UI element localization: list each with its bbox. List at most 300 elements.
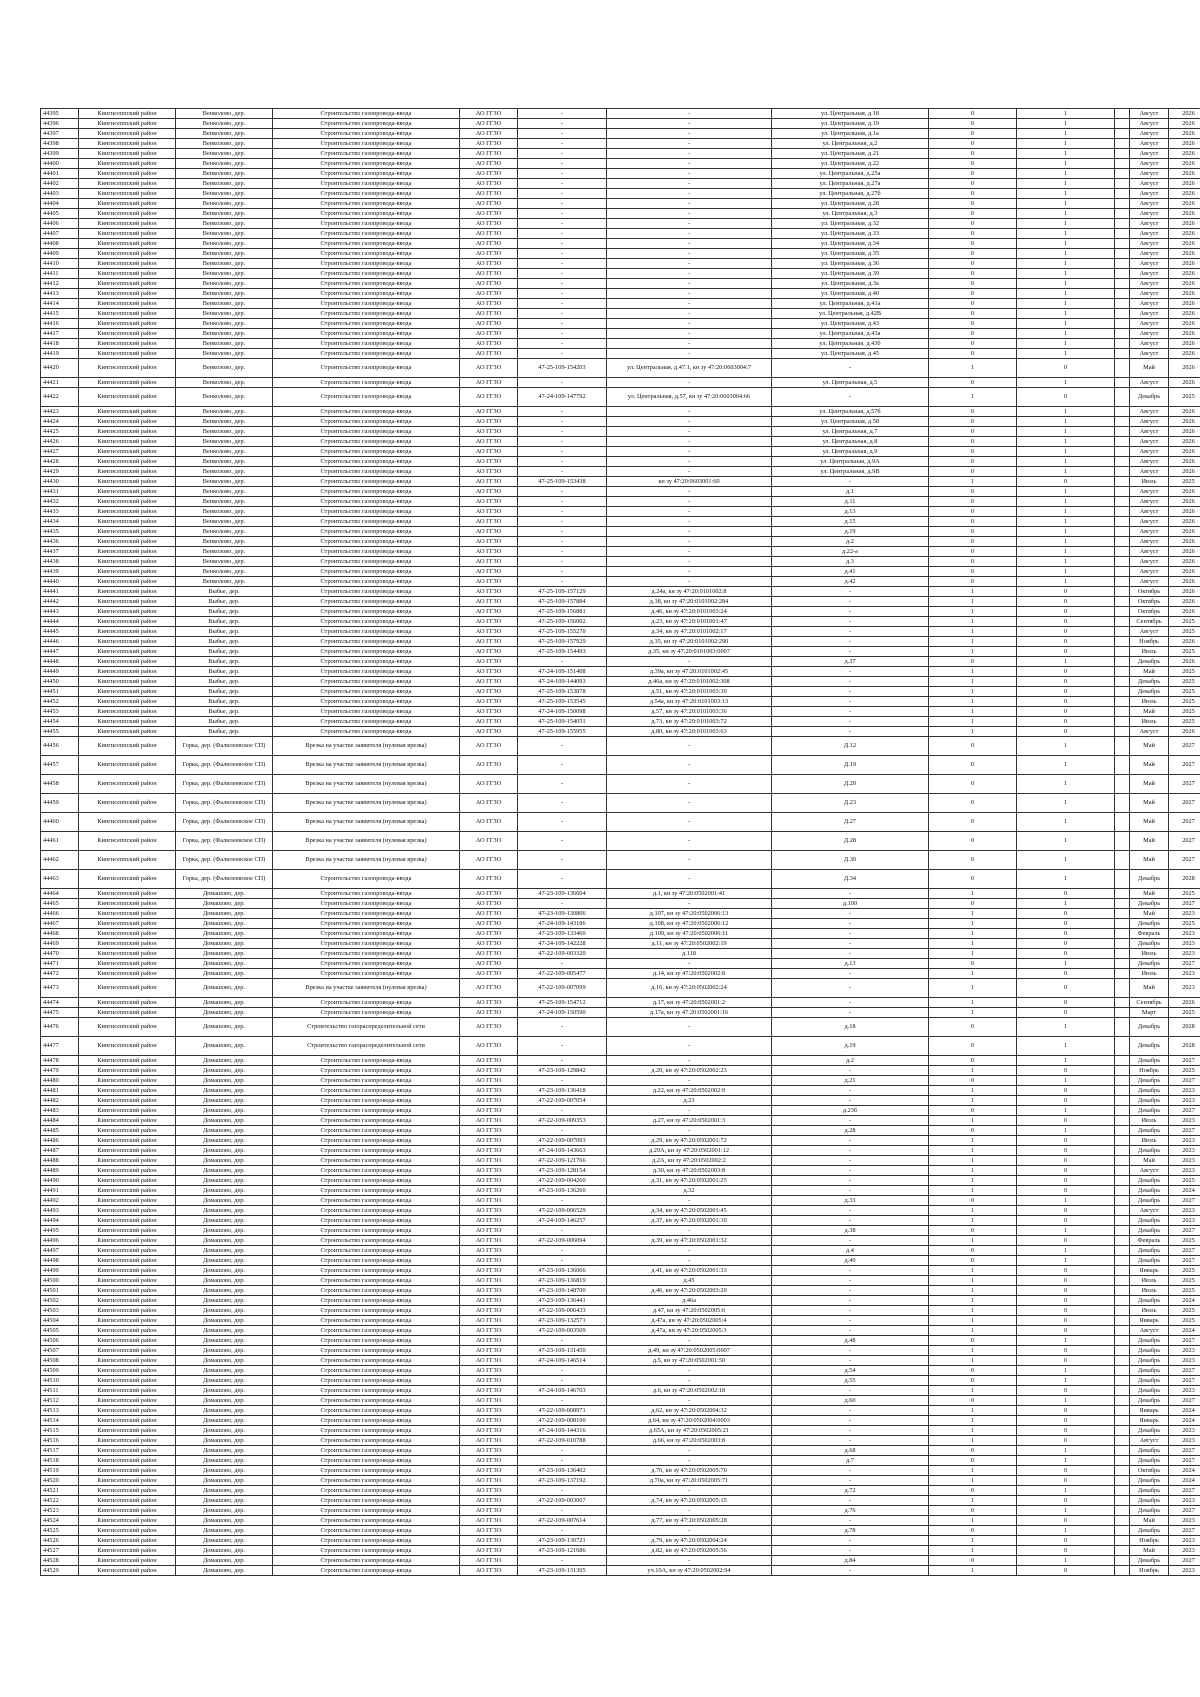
address-cell: ул. Центральная, д.1а (772, 129, 929, 139)
organization-cell: АО ГГЗО (460, 1566, 518, 1576)
address-cell: д.18 (772, 1018, 929, 1037)
district-cell: Кингисеппский район (79, 1136, 176, 1146)
count-without-contract-cell: 0 (1017, 909, 1115, 919)
table-row (41, 1176, 1200, 1186)
cadastral-address-cell: - (607, 329, 772, 339)
count-with-contract-cell: 1 (929, 597, 1017, 607)
row-number-cell: 44427 (41, 447, 79, 457)
organization-cell: АО ГГЗО (460, 1106, 518, 1116)
address-cell: - (772, 717, 929, 727)
work-type-cell: Строительство газопровода-ввода (273, 949, 460, 959)
settlement-cell: Выбье, дер. (176, 707, 273, 717)
work-type-cell: Строительство газопровода-ввода (273, 1456, 460, 1466)
application-number-cell: 47-22-109-007614 (518, 1516, 607, 1526)
application-number-cell: - (518, 309, 607, 319)
district-cell: Кингисеппский район (79, 1146, 176, 1156)
table-row (41, 1506, 1200, 1516)
month-cell: Июль (1130, 647, 1169, 657)
count-with-contract-cell: 0 (929, 1446, 1017, 1456)
organization-cell: АО ГГЗО (460, 939, 518, 949)
count-without-contract-cell: 1 (1017, 417, 1115, 427)
count-with-contract-cell: 1 (929, 388, 1017, 407)
count-with-contract-cell: 1 (929, 1306, 1017, 1316)
work-type-cell: Строительство газопровода-ввода (273, 677, 460, 687)
month-cell: Август (1130, 447, 1169, 457)
organization-cell: АО ГГЗО (460, 909, 518, 919)
organization-cell: АО ГГЗО (460, 1396, 518, 1406)
application-number-cell: 47-25-109-153545 (518, 697, 607, 707)
cadastral-address-cell: д.46, кн зу 47:20:0502003:20 (607, 1286, 772, 1296)
work-type-cell: Врезка на участке заявителя (нулевая врезка) (273, 851, 460, 870)
address-cell: - (772, 1316, 929, 1326)
organization-cell: АО ГГЗО (460, 1436, 518, 1446)
row-number-cell: 44513 (41, 1406, 79, 1416)
cadastral-address-cell: - (607, 407, 772, 417)
application-number-cell: - (518, 169, 607, 179)
district-cell: Кингисеппский район (79, 717, 176, 727)
district-cell: Кингисеппский район (79, 1366, 176, 1376)
cadastral-address-cell: - (607, 851, 772, 870)
count-with-contract-cell: 0 (929, 319, 1017, 329)
organization-cell: АО ГГЗО (460, 109, 518, 119)
count-without-contract-cell: 0 (1017, 979, 1115, 998)
address-cell: - (772, 1296, 929, 1306)
row-number-cell: 44511 (41, 1386, 79, 1396)
work-type-cell: Строительство газопровода-ввода (273, 1256, 460, 1266)
table-row (41, 1396, 1200, 1406)
month-cell: Август (1130, 299, 1169, 309)
settlement-cell: Горка, дер. (Фалилеевское СП) (176, 775, 273, 794)
organization-cell: АО ГГЗО (460, 149, 518, 159)
address-cell: ул. Центральная, д.22 (772, 159, 929, 169)
work-type-cell: Строительство газопровода-ввода (273, 627, 460, 637)
address-cell: - (772, 1476, 929, 1486)
work-type-cell: Строительство газопровода-ввода (273, 587, 460, 597)
cadastral-address-cell: - (607, 169, 772, 179)
spacer-cell (1115, 1266, 1130, 1276)
count-with-contract-cell: 1 (929, 1176, 1017, 1186)
organization-cell: АО ГГЗО (460, 998, 518, 1008)
table-row (41, 249, 1200, 259)
settlement-cell: Венколово, дер. (176, 289, 273, 299)
settlement-cell: Венколово, дер. (176, 467, 273, 477)
address-cell: д.72 (772, 1486, 929, 1496)
count-without-contract-cell: 1 (1017, 507, 1115, 517)
count-with-contract-cell: 0 (929, 309, 1017, 319)
year-cell: 2025 (1169, 1266, 1200, 1276)
count-without-contract-cell: 1 (1017, 657, 1115, 667)
organization-cell: АО ГГЗО (460, 1008, 518, 1018)
cadastral-address-cell: - (607, 1256, 772, 1266)
organization-cell: АО ГГЗО (460, 697, 518, 707)
row-number-cell: 44447 (41, 647, 79, 657)
table-row (41, 899, 1200, 909)
settlement-cell: Домашово, дер. (176, 1126, 273, 1136)
settlement-cell: Домашово, дер. (176, 1506, 273, 1516)
work-type-cell: Строительство газопровода-ввода (273, 929, 460, 939)
count-without-contract-cell: 1 (1017, 457, 1115, 467)
organization-cell: АО ГГЗО (460, 617, 518, 627)
organization-cell: АО ГГЗО (460, 219, 518, 229)
table-row (41, 1146, 1200, 1156)
row-number-cell: 44431 (41, 487, 79, 497)
month-cell: Август (1130, 139, 1169, 149)
settlement-cell: Домашово, дер. (176, 1346, 273, 1356)
count-without-contract-cell: 1 (1017, 229, 1115, 239)
count-with-contract-cell: 1 (929, 477, 1017, 487)
month-cell: Декабрь (1130, 1176, 1169, 1186)
table-row (41, 339, 1200, 349)
table-row (41, 1486, 1200, 1496)
cadastral-address-cell: д.54а, кн зу 47:20:0101003:13 (607, 697, 772, 707)
year-cell: 2026 (1169, 497, 1200, 507)
cadastral-address-cell: - (607, 1396, 772, 1406)
application-number-cell: 47-23-109-130721 (518, 1536, 607, 1546)
district-cell: Кингисеппский район (79, 1126, 176, 1136)
work-type-cell: Строительство газопровода-ввода (273, 1196, 460, 1206)
work-type-cell: Строительство газопровода-ввода (273, 1216, 460, 1226)
spacer-cell (1115, 756, 1130, 775)
table-row (41, 998, 1200, 1008)
work-type-cell: Строительство газопровода-ввода (273, 1336, 460, 1346)
application-number-cell: 47-24-109-150590 (518, 1008, 607, 1018)
application-number-cell: 47-25-109-157129 (518, 587, 607, 597)
count-without-contract-cell: 0 (1017, 1316, 1115, 1326)
count-without-contract-cell: 0 (1017, 587, 1115, 597)
spacer-cell (1115, 870, 1130, 889)
count-without-contract-cell: 0 (1017, 1536, 1115, 1546)
application-number-cell: 47-22-109-007054 (518, 1096, 607, 1106)
count-with-contract-cell: 0 (929, 547, 1017, 557)
count-without-contract-cell: 0 (1017, 1156, 1115, 1166)
work-type-cell: Строительство газопровода-ввода (273, 1316, 460, 1326)
year-cell: 2023 (1169, 1536, 1200, 1546)
table-row (41, 359, 1200, 378)
year-cell: 2023 (1169, 979, 1200, 998)
count-with-contract-cell: 0 (929, 813, 1017, 832)
address-cell: ул. Центральная, д.18 (772, 109, 929, 119)
spacer-cell (1115, 1216, 1130, 1226)
district-cell: Кингисеппский район (79, 617, 176, 627)
count-without-contract-cell: 1 (1017, 319, 1115, 329)
count-with-contract-cell: 1 (929, 909, 1017, 919)
district-cell: Кингисеппский район (79, 329, 176, 339)
cadastral-address-cell: д.73, кн зу 47:20:0101003:72 (607, 717, 772, 727)
cadastral-address-cell: д.35, кн зу 47:20:0101003:0007 (607, 647, 772, 657)
settlement-cell: Выбье, дер. (176, 677, 273, 687)
spacer-cell (1115, 1456, 1130, 1466)
year-cell: 2023 (1169, 1156, 1200, 1166)
count-with-contract-cell: 0 (929, 527, 1017, 537)
settlement-cell: Венколово, дер. (176, 447, 273, 457)
table-row (41, 239, 1200, 249)
district-cell: Кингисеппский район (79, 647, 176, 657)
cadastral-address-cell: - (607, 1126, 772, 1136)
district-cell: Кингисеппский район (79, 259, 176, 269)
table-row (41, 1266, 1200, 1276)
work-type-cell: Строительство газопровода-ввода (273, 129, 460, 139)
table-row (41, 567, 1200, 577)
table-row (41, 1018, 1200, 1037)
table-row (41, 1136, 1200, 1146)
count-with-contract-cell: 1 (929, 647, 1017, 657)
row-number-cell: 44436 (41, 537, 79, 547)
count-without-contract-cell: 1 (1017, 289, 1115, 299)
settlement-cell: Горка, дер. (Фалилеевское СП) (176, 813, 273, 832)
application-number-cell: - (518, 517, 607, 527)
count-with-contract-cell: 0 (929, 1246, 1017, 1256)
spacer-cell (1115, 1366, 1130, 1376)
month-cell: Август (1130, 289, 1169, 299)
organization-cell: АО ГГЗО (460, 467, 518, 477)
cadastral-address-cell: - (607, 159, 772, 169)
settlement-cell: Выбье, дер. (176, 587, 273, 597)
row-number-cell: 44464 (41, 889, 79, 899)
row-number-cell: 44470 (41, 949, 79, 959)
row-number-cell: 44486 (41, 1136, 79, 1146)
month-cell: Май (1130, 707, 1169, 717)
cadastral-address-cell: - (607, 417, 772, 427)
address-cell: ул. Центральная, д.42В (772, 309, 929, 319)
work-type-cell: Строительство газопровода-ввода (273, 329, 460, 339)
spacer-cell (1115, 1146, 1130, 1156)
application-number-cell: 47-22-109-010788 (518, 1436, 607, 1446)
settlement-cell: Домашово, дер. (176, 1076, 273, 1086)
year-cell: 2025 (1169, 889, 1200, 899)
year-cell: 2026 (1169, 189, 1200, 199)
table-row (41, 832, 1200, 851)
work-type-cell: Строительство газопровода-ввода (273, 109, 460, 119)
settlement-cell: Венколово, дер. (176, 199, 273, 209)
organization-cell: АО ГГЗО (460, 1426, 518, 1436)
address-cell: д.42 (772, 577, 929, 587)
district-cell: Кингисеппский район (79, 1056, 176, 1066)
row-number-cell: 44407 (41, 229, 79, 239)
count-without-contract-cell: 0 (1017, 1146, 1115, 1156)
year-cell: 2027 (1169, 1196, 1200, 1206)
table-row (41, 687, 1200, 697)
work-type-cell: Строительство газопровода-ввода (273, 667, 460, 677)
cadastral-address-cell: - (607, 1366, 772, 1376)
row-number-cell: 44404 (41, 199, 79, 209)
count-with-contract-cell: 0 (929, 219, 1017, 229)
cadastral-address-cell: - (607, 1526, 772, 1536)
application-number-cell: - (518, 279, 607, 289)
settlement-cell: Домашово, дер. (176, 1286, 273, 1296)
cadastral-address-cell: - (607, 199, 772, 209)
row-number-cell: 44424 (41, 417, 79, 427)
work-type-cell: Строительство газопровода-ввода (273, 209, 460, 219)
cadastral-address-cell: - (607, 1336, 772, 1346)
spacer-cell (1115, 1226, 1130, 1236)
count-without-contract-cell: 1 (1017, 259, 1115, 269)
settlement-cell: Горка, дер. (Фалилеевское СП) (176, 794, 273, 813)
application-number-cell: - (518, 813, 607, 832)
row-number-cell: 44437 (41, 547, 79, 557)
cadastral-address-cell: д.1, кн зу 47:20:0502001:41 (607, 889, 772, 899)
count-with-contract-cell: 0 (929, 1256, 1017, 1266)
organization-cell: АО ГГЗО (460, 209, 518, 219)
year-cell: 2023 (1169, 1496, 1200, 1506)
settlement-cell: Венколово, дер. (176, 339, 273, 349)
month-cell: Ноябрь (1130, 637, 1169, 647)
spacer-cell (1115, 909, 1130, 919)
month-cell: Май (1130, 359, 1169, 378)
address-cell: - (772, 1266, 929, 1276)
district-cell: Кингисеппский район (79, 919, 176, 929)
year-cell: 2026 (1169, 537, 1200, 547)
work-type-cell: Строительство газопровода-ввода (273, 1266, 460, 1276)
year-cell: 2023 (1169, 1566, 1200, 1576)
month-cell: Август (1130, 239, 1169, 249)
address-cell: д.84 (772, 1556, 929, 1566)
organization-cell: АО ГГЗО (460, 889, 518, 899)
spacer-cell (1115, 1236, 1130, 1246)
row-number-cell: 44426 (41, 437, 79, 447)
spacer-cell (1115, 1506, 1130, 1516)
settlement-cell: Венколово, дер. (176, 417, 273, 427)
application-number-cell: - (518, 1037, 607, 1056)
work-type-cell: Строительство газопровода-ввода (273, 969, 460, 979)
count-with-contract-cell: 1 (929, 1086, 1017, 1096)
work-type-cell: Строительство газопровода-ввода (273, 189, 460, 199)
organization-cell: АО ГГЗО (460, 1226, 518, 1236)
row-number-cell: 44461 (41, 832, 79, 851)
count-without-contract-cell: 1 (1017, 547, 1115, 557)
settlement-cell: Венколово, дер. (176, 507, 273, 517)
year-cell: 2027 (1169, 737, 1200, 756)
count-without-contract-cell: 1 (1017, 832, 1115, 851)
organization-cell: АО ГГЗО (460, 1306, 518, 1316)
cadastral-address-cell: - (607, 775, 772, 794)
settlement-cell: Домашово, дер. (176, 1526, 273, 1536)
month-cell: Август (1130, 309, 1169, 319)
organization-cell: АО ГГЗО (460, 1376, 518, 1386)
address-cell: ул. Центральная, д.7 (772, 427, 929, 437)
spacer-cell (1115, 617, 1130, 627)
district-cell: Кингисеппский район (79, 1296, 176, 1306)
district-cell: Кингисеппский район (79, 577, 176, 587)
month-cell: Август (1130, 259, 1169, 269)
month-cell: Декабрь (1130, 1256, 1169, 1266)
cadastral-address-cell: - (607, 309, 772, 319)
spacer-cell (1115, 378, 1130, 388)
application-number-cell: 47-23-109-136604 (518, 889, 607, 899)
settlement-cell: Венколово, дер. (176, 149, 273, 159)
count-with-contract-cell: 1 (929, 627, 1017, 637)
application-number-cell: - (518, 179, 607, 189)
application-number-cell: 47-23-109-136441 (518, 1296, 607, 1306)
work-type-cell: Строительство газопровода-ввода (273, 1496, 460, 1506)
year-cell: 2025 (1169, 687, 1200, 697)
work-type-cell: Строительство газопровода-ввода (273, 349, 460, 359)
year-cell: 2027 (1169, 1456, 1200, 1466)
settlement-cell: Домашово, дер. (176, 1496, 273, 1506)
count-without-contract-cell: 1 (1017, 870, 1115, 889)
organization-cell: АО ГГЗО (460, 1416, 518, 1426)
row-number-cell: 44409 (41, 249, 79, 259)
year-cell: 2027 (1169, 756, 1200, 775)
work-type-cell: Строительство газопровода-ввода (273, 319, 460, 329)
spacer-cell (1115, 169, 1130, 179)
count-without-contract-cell: 1 (1017, 1106, 1115, 1116)
district-cell: Кингисеппский район (79, 1166, 176, 1176)
count-with-contract-cell: 1 (929, 1426, 1017, 1436)
table-row (41, 517, 1200, 527)
cadastral-address-cell: - (607, 139, 772, 149)
year-cell: 2023 (1169, 939, 1200, 949)
district-cell: Кингисеппский район (79, 1186, 176, 1196)
spacer-cell (1115, 209, 1130, 219)
application-number-cell: - (518, 756, 607, 775)
row-number-cell: 44425 (41, 427, 79, 437)
count-without-contract-cell: 0 (1017, 727, 1115, 737)
settlement-cell: Домашово, дер. (176, 1436, 273, 1446)
row-number-cell: 44529 (41, 1566, 79, 1576)
settlement-cell: Венколово, дер. (176, 537, 273, 547)
district-cell: Кингисеппский район (79, 969, 176, 979)
spacer-cell (1115, 1186, 1130, 1196)
row-number-cell: 44414 (41, 299, 79, 309)
settlement-cell: Домашово, дер. (176, 1096, 273, 1106)
month-cell: Август (1130, 537, 1169, 547)
work-type-cell: Строительство газопровода-ввода (273, 149, 460, 159)
application-number-cell: - (518, 1556, 607, 1566)
settlement-cell: Венколово, дер. (176, 527, 273, 537)
month-cell: Август (1130, 129, 1169, 139)
month-cell: Декабрь (1130, 1186, 1169, 1196)
address-cell: - (772, 1326, 929, 1336)
year-cell: 2023 (1169, 1426, 1200, 1436)
year-cell: 2027 (1169, 1336, 1200, 1346)
month-cell: Май (1130, 889, 1169, 899)
district-cell: Кингисеппский район (79, 657, 176, 667)
settlement-cell: Венколово, дер. (176, 457, 273, 467)
district-cell: Кингисеппский район (79, 1326, 176, 1336)
row-number-cell: 44456 (41, 737, 79, 756)
table-row (41, 597, 1200, 607)
application-number-cell: - (518, 467, 607, 477)
application-number-cell: 47-24-109-144316 (518, 1426, 607, 1436)
table-row (41, 1037, 1200, 1056)
table-row (41, 813, 1200, 832)
count-with-contract-cell: 1 (929, 1516, 1017, 1526)
work-type-cell: Строительство газопровода-ввода (273, 1376, 460, 1386)
work-type-cell: Строительство газопровода-ввода (273, 1406, 460, 1416)
settlement-cell: Домашово, дер. (176, 1486, 273, 1496)
count-without-contract-cell: 0 (1017, 1346, 1115, 1356)
spacer-cell (1115, 775, 1130, 794)
cadastral-address-cell: - (607, 1376, 772, 1386)
row-number-cell: 44509 (41, 1366, 79, 1376)
count-with-contract-cell: 0 (929, 899, 1017, 909)
cadastral-address-cell: д.82, кн зу 47:20:0502005:56 (607, 1546, 772, 1556)
cadastral-address-cell: - (607, 870, 772, 889)
spacer-cell (1115, 794, 1130, 813)
district-cell: Кингисеппский район (79, 1176, 176, 1186)
cadastral-address-cell: д.22, кн зу 47:20:0502002:9 (607, 1086, 772, 1096)
work-type-cell: Строительство газопровода-ввода (273, 249, 460, 259)
cadastral-address-cell: д.39, кн зу 47:20:0502001:32 (607, 1236, 772, 1246)
cadastral-address-cell: д.41, кн зу 47:20:0502001:33 (607, 1266, 772, 1276)
organization-cell: АО ГГЗО (460, 1556, 518, 1566)
work-type-cell: Строительство газопровода-ввода (273, 1056, 460, 1066)
table-row (41, 1406, 1200, 1416)
row-number-cell: 44433 (41, 507, 79, 517)
application-number-cell: 47-24-109-142228 (518, 939, 607, 949)
work-type-cell: Строительство газопровода-ввода (273, 637, 460, 647)
spacer-cell (1115, 737, 1130, 756)
